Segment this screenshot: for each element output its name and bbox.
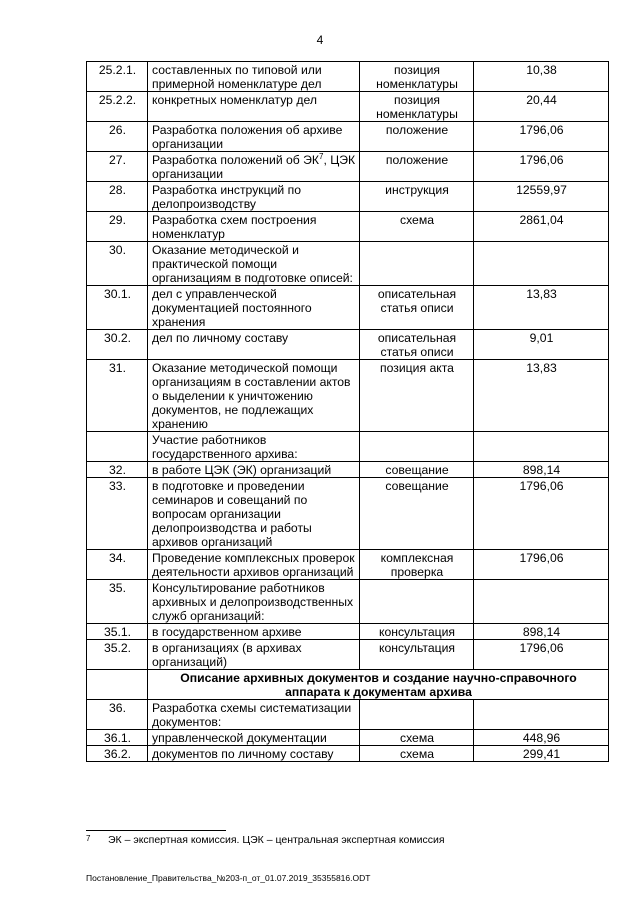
row-name: в организациях (в архивах организаций) bbox=[148, 640, 360, 670]
row-number bbox=[87, 432, 148, 462]
row-name: конкретных номенклатур дел bbox=[148, 92, 360, 122]
row-name: Оказание методической и практической помощи организациям в подготовке описей: bbox=[148, 242, 360, 286]
row-value: 1796,06 bbox=[474, 122, 609, 152]
row-unit: консультация bbox=[360, 640, 474, 670]
row-value bbox=[474, 580, 609, 624]
row-unit: позиция акта bbox=[360, 360, 474, 432]
table-row bbox=[87, 730, 609, 746]
row-number: 32. bbox=[87, 462, 148, 478]
row-name-tail: , ЦЭК организации bbox=[152, 153, 356, 181]
table-row bbox=[87, 360, 609, 432]
row-number: 25.2.1. bbox=[87, 62, 148, 92]
footnote-separator bbox=[86, 830, 226, 831]
section-header-row bbox=[87, 670, 609, 700]
table-row bbox=[87, 624, 609, 640]
row-number: 28. bbox=[87, 182, 148, 212]
row-number: 35.2. bbox=[87, 640, 148, 670]
row-name: составленных по типовой или примерной номенклатуре дел bbox=[148, 62, 360, 92]
row-value: 20,44 bbox=[474, 92, 609, 122]
table-row bbox=[87, 640, 609, 670]
row-unit: описательная статья описи bbox=[360, 286, 474, 330]
row-name: дел по личному составу bbox=[148, 330, 360, 360]
row-number: 30.1. bbox=[87, 286, 148, 330]
row-name: управленческой документации bbox=[148, 730, 360, 746]
row-value bbox=[474, 432, 609, 462]
table-row bbox=[87, 92, 609, 122]
row-unit: описательная статья описи bbox=[360, 330, 474, 360]
table-row bbox=[87, 242, 609, 286]
row-number: 26. bbox=[87, 122, 148, 152]
row-value: 448,96 bbox=[474, 730, 609, 746]
row-number: 25.2.2. bbox=[87, 92, 148, 122]
row-number: 35.1. bbox=[87, 624, 148, 640]
row-value: 1796,06 bbox=[474, 152, 609, 182]
row-unit: консультация bbox=[360, 624, 474, 640]
row-name: в работе ЦЭК (ЭК) организаций bbox=[148, 462, 360, 478]
row-number: 34. bbox=[87, 550, 148, 580]
row-value: 13,83 bbox=[474, 286, 609, 330]
row-unit: позиция номенклатуры bbox=[360, 92, 474, 122]
footnote-text: ЭК – экспертная комиссия. ЦЭК – центральная экспертная комиссия bbox=[108, 834, 445, 846]
row-value: 898,14 bbox=[474, 624, 609, 640]
row-value: 2861,04 bbox=[474, 212, 609, 242]
row-number: 27. bbox=[87, 152, 148, 182]
section-header: Описание архивных документов и создание научно-справочного аппарата к документам архива bbox=[148, 670, 609, 700]
row-value: 1796,06 bbox=[474, 478, 609, 550]
row-name: Участие работников государственного архива: bbox=[148, 432, 360, 462]
row-name: Разработка положения об архиве организации bbox=[148, 122, 360, 152]
row-unit: положение bbox=[360, 122, 474, 152]
table-row bbox=[87, 580, 609, 624]
tariff-table bbox=[86, 61, 609, 762]
row-unit: схема bbox=[360, 730, 474, 746]
footnote bbox=[86, 834, 445, 846]
row-name: Консультирование работников архивных и делопроизводственных служб организаций: bbox=[148, 580, 360, 624]
row-value: 898,14 bbox=[474, 462, 609, 478]
row-number: 35. bbox=[87, 580, 148, 624]
row-value: 1796,06 bbox=[474, 550, 609, 580]
row-value bbox=[474, 700, 609, 730]
row-value: 1796,06 bbox=[474, 640, 609, 670]
table-row bbox=[87, 478, 609, 550]
row-number: 29. bbox=[87, 212, 148, 242]
row-value: 13,83 bbox=[474, 360, 609, 432]
row-value bbox=[474, 242, 609, 286]
table-row bbox=[87, 330, 609, 360]
table-row bbox=[87, 462, 609, 478]
row-unit: совещание bbox=[360, 478, 474, 550]
row-number: 36. bbox=[87, 700, 148, 730]
row-name: Оказание методической помощи организациям в составлении актов о выделении к уничтожению документов, не подлежащих хранению bbox=[148, 360, 360, 432]
row-unit: совещание bbox=[360, 462, 474, 478]
row-value: 12559,97 bbox=[474, 182, 609, 212]
row-unit: схема bbox=[360, 746, 474, 762]
table-row bbox=[87, 152, 609, 182]
footnote-mark: 7 bbox=[86, 834, 91, 843]
row-unit bbox=[360, 432, 474, 462]
table-row bbox=[87, 286, 609, 330]
row-name-text: Разработка положений об ЭК bbox=[152, 153, 320, 167]
row-unit: инструкция bbox=[360, 182, 474, 212]
row-number: 30. bbox=[87, 242, 148, 286]
row-number: 36.1. bbox=[87, 730, 148, 746]
table-row bbox=[87, 746, 609, 762]
row-name: в подготовке и проведении семинаров и совещаний по вопросам организации делопроизводства и работы архивов организаций bbox=[148, 478, 360, 550]
row-unit: комплексная проверка bbox=[360, 550, 474, 580]
section-header-number bbox=[87, 670, 148, 700]
row-unit bbox=[360, 700, 474, 730]
row-name: дел с управленческой документацией постоянного хранения bbox=[148, 286, 360, 330]
row-name: Разработка схем построения номенклатур bbox=[148, 212, 360, 242]
row-name: Разработка инструкций по делопроизводству bbox=[148, 182, 360, 212]
table-row bbox=[87, 182, 609, 212]
table-row bbox=[87, 212, 609, 242]
row-name: Разработка схемы систематизации документов: bbox=[148, 700, 360, 730]
row-number: 31. bbox=[87, 360, 148, 432]
table-row bbox=[87, 432, 609, 462]
row-unit bbox=[360, 580, 474, 624]
row-name: Проведение комплексных проверок деятельности архивов организаций bbox=[148, 550, 360, 580]
row-name bbox=[148, 152, 360, 182]
table-row bbox=[87, 550, 609, 580]
row-unit: позиция номенклатуры bbox=[360, 62, 474, 92]
table-row bbox=[87, 122, 609, 152]
table-row bbox=[87, 700, 609, 730]
row-unit: положение bbox=[360, 152, 474, 182]
row-number: 36.2. bbox=[87, 746, 148, 762]
row-number: 33. bbox=[87, 478, 148, 550]
row-value: 10,38 bbox=[474, 62, 609, 92]
footnote-reference: 7 bbox=[319, 151, 324, 161]
row-number: 30.2. bbox=[87, 330, 148, 360]
page-number: 4 bbox=[316, 33, 324, 47]
table-row bbox=[87, 62, 609, 92]
row-name: в государственном архиве bbox=[148, 624, 360, 640]
row-value: 9,01 bbox=[474, 330, 609, 360]
row-value: 299,41 bbox=[474, 746, 609, 762]
row-name: документов по личному составу bbox=[148, 746, 360, 762]
row-unit: схема bbox=[360, 212, 474, 242]
document-footer: Постановление_Правительства_№203-п_от_01.07.2019_35355816.ODT bbox=[86, 873, 371, 883]
row-unit bbox=[360, 242, 474, 286]
